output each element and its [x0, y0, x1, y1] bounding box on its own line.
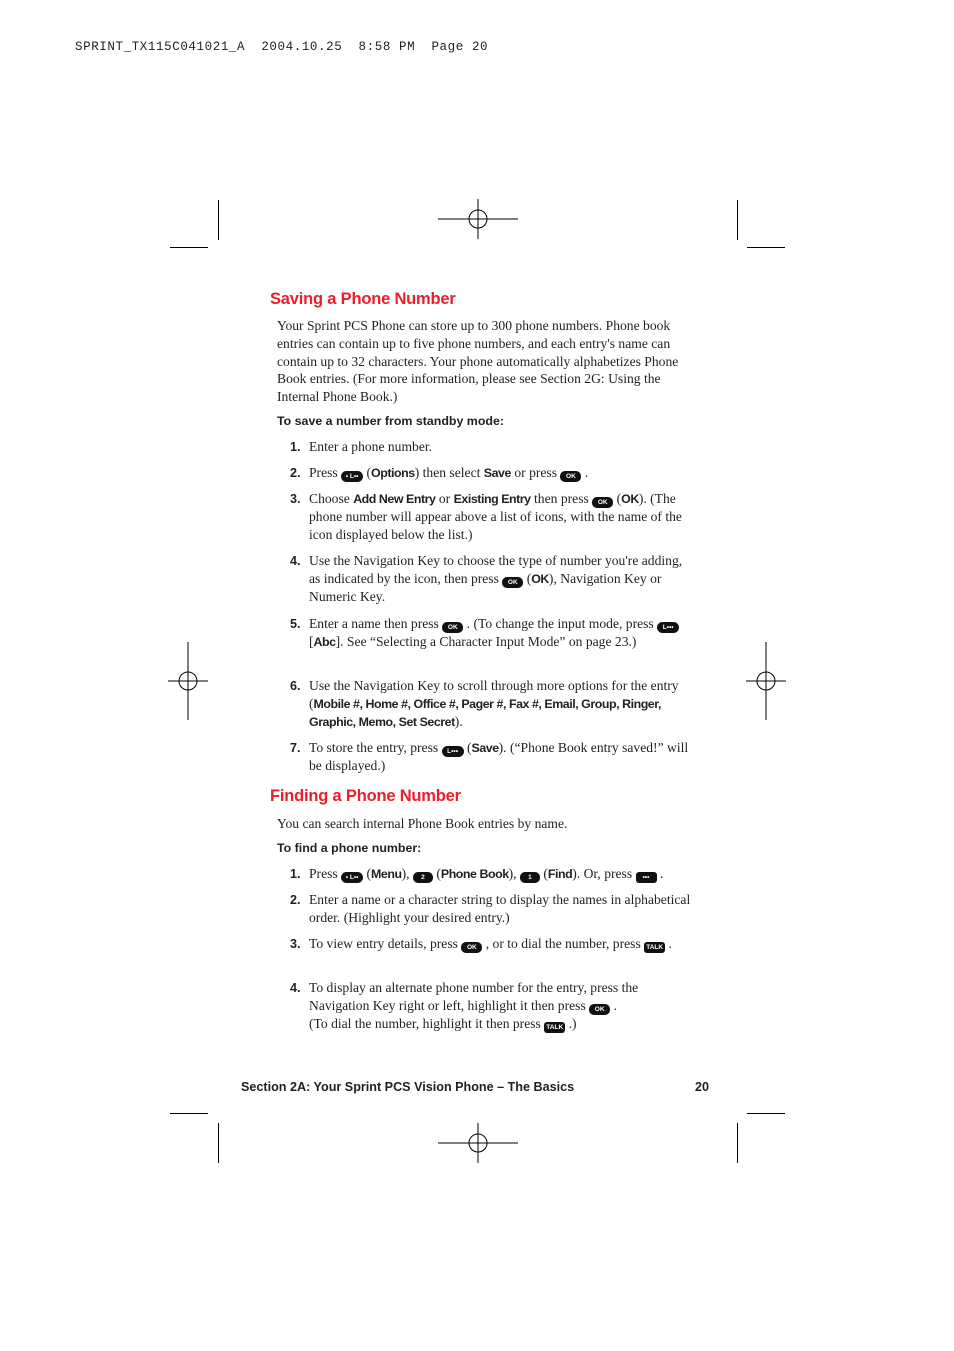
registration-mark-top: [438, 199, 518, 239]
list-item: 1. Press • L•• (Menu), 2 (Phone Book), 1 (Find). Or, press ••• .: [290, 866, 664, 881]
list-item: 2. Enter a name or a character string to display the names in alphabetical order. (Highlight your desired entry.): [290, 892, 691, 926]
left-softkey-icon: • L••: [341, 471, 363, 482]
one-key-icon: 1: [520, 872, 540, 883]
footer-section-title: Section 2A: Your Sprint PCS Vision Phone – The Basics: [241, 1080, 575, 1094]
list-item: 2. Press • L•• (Options) then select Save or press OK .: [290, 465, 589, 480]
crop-mark: [170, 247, 208, 248]
intro-paragraph: Your Sprint PCS Phone can store up to 300 phone numbers. Phone book entries can contain up to five phone numbers, and each entry's name can contain up to 32 characters. Your phone automatically alphabetizes Phone Book entries. (For more information, please see Section 2G: Using the Internal Phone Book.): [277, 318, 679, 405]
list-item: 1. Enter a phone number.: [290, 439, 433, 454]
right-softkey-icon: L•••: [442, 746, 464, 757]
list-item: 4. Use the Navigation Key to choose the type of number you're adding, as indicated by the icon, then press OK (OK), Navigation Key or Numeric Key.: [290, 553, 683, 605]
heading-saving-phone-number: Saving a Phone Number: [270, 290, 456, 308]
talk-key-icon: TALK: [544, 1022, 565, 1033]
registration-mark-left: [168, 642, 208, 720]
ok-key-icon: OK: [502, 577, 523, 588]
list-item: 4. To display an alternate phone number for the entry, press the Navigation Key right or left, highlight it then press OK . (To dial the number, highlight it then press TALK .): [290, 980, 639, 1032]
right-softkey-icon: L•••: [657, 622, 679, 633]
registration-mark-bottom: [438, 1123, 518, 1163]
crop-mark: [218, 1123, 219, 1163]
list-item: 6. Use the Navigation Key to scroll through more options for the entry (Mobile #, Home #, Office #, Pager #, Fax #, Email, Group, Ringer, Graphic, Memo, Set Secret).: [290, 678, 679, 730]
list-item: 5. Enter a name then press OK . (To change the input mode, press L••• [Abc]. See “Selecting a Character Input Mode” on page 23.): [290, 615, 695, 651]
subheading-save-from-standby: To save a number from standby mode:: [277, 414, 504, 428]
menu-key-icon: •••: [636, 872, 657, 883]
two-key-icon: 2: [413, 872, 433, 883]
ok-key-icon: OK: [461, 942, 482, 953]
page-number: 20: [695, 1080, 710, 1094]
subheading-find-number: To find a phone number:: [277, 841, 422, 855]
crop-mark: [737, 200, 738, 240]
registration-mark-right: [746, 642, 786, 720]
heading-finding-phone-number: Finding a Phone Number: [270, 787, 461, 805]
crop-mark: [737, 1123, 738, 1163]
talk-key-icon: TALK: [644, 942, 665, 953]
ok-key-icon: OK: [442, 622, 463, 633]
left-softkey-icon: • L••: [341, 872, 363, 883]
crop-mark: [747, 1113, 785, 1114]
ok-key-icon: OK: [560, 471, 581, 482]
list-item: 3. To view entry details, press OK , or to dial the number, press TALK .: [290, 936, 672, 951]
crop-mark: [170, 1113, 208, 1114]
crop-mark: [747, 247, 785, 248]
ok-key-icon: OK: [589, 1004, 610, 1015]
ok-key-icon: OK: [592, 497, 613, 508]
list-item: 3. Choose Add New Entry or Existing Entry then press OK (OK). (The phone number will appear above a list of icons, with the name of the icon displayed below the list.): [290, 491, 682, 543]
printer-slug: SPRINT_TX115C041021_A 2004.10.25 8:58 PM Page 20: [75, 40, 489, 54]
intro-paragraph-find: You can search internal Phone Book entries by name.: [277, 816, 568, 831]
list-item: 7. To store the entry, press L••• (Save). (“Phone Book entry saved!” will be displayed.): [290, 740, 689, 774]
crop-mark: [218, 200, 219, 240]
